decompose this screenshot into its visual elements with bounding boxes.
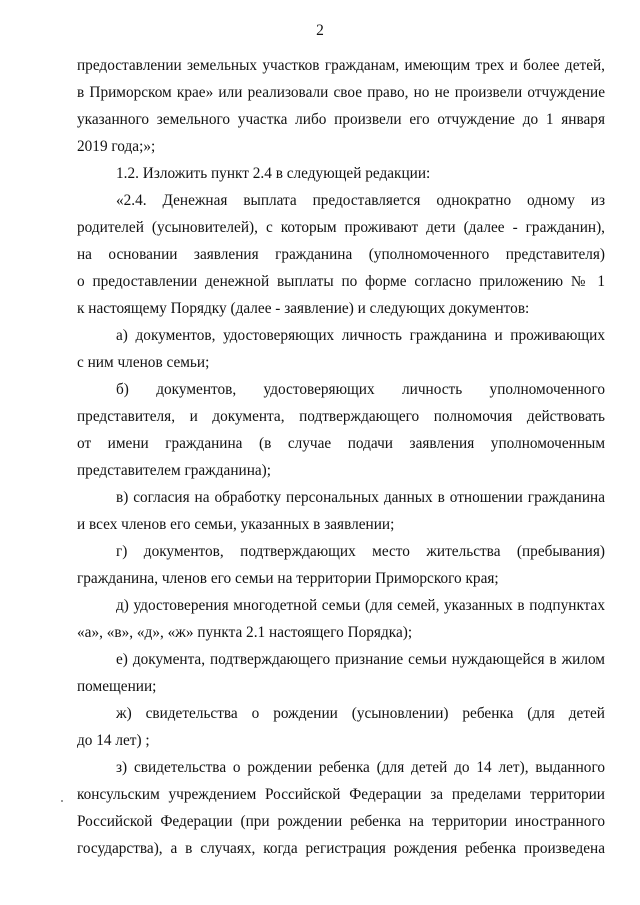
page-number: 2 bbox=[316, 22, 324, 39]
text-line: а) документов, удостоверяющих личность гражданина и проживающих bbox=[116, 327, 605, 344]
text-line: помещении; bbox=[77, 678, 157, 695]
scan-speck bbox=[61, 800, 63, 802]
text-line: «2.4. Денежная выплата предоставляется однократно одному из bbox=[116, 192, 605, 209]
text-line: от имени гражданина (в случае подачи заявления уполномоченным bbox=[77, 435, 605, 452]
text-line: государства), а в случаях, когда регистрация рождения ребенка произведена bbox=[77, 840, 605, 857]
text-line: представителем гражданина); bbox=[77, 462, 272, 479]
text-line: указанного земельного участка либо произвели его отчуждение до 1 января bbox=[77, 111, 605, 128]
text-line: ж) свидетельства о рождении (усыновлении) ребенка (для детей bbox=[116, 705, 605, 722]
text-line: с ним членов семьи; bbox=[77, 354, 210, 371]
text-line: в) согласия на обработку персональных данных в отношении гражданина bbox=[116, 489, 605, 506]
text-line: к настоящему Порядку (далее - заявление) и следующих документов: bbox=[77, 300, 530, 317]
text-line: в Приморском крае» или реализовали свое право, но не произвели отчуждение bbox=[77, 84, 605, 101]
text-line: гражданина, членов его семьи на территории Приморского края; bbox=[77, 570, 499, 587]
text-line: б) документов, удостоверяющих личность уполномоченного bbox=[116, 381, 605, 398]
text-line: Российской Федерации (при рождении ребенка на территории иностранного bbox=[77, 813, 605, 830]
text-line: г) документов, подтверждающих место жительства (пребывания) bbox=[116, 543, 605, 560]
document-body bbox=[77, 52, 605, 862]
text-line: консульским учреждением Российской Федерации за пределами территории bbox=[77, 786, 605, 803]
text-line: 1.2. Изложить пункт 2.4 в следующей редакции: bbox=[116, 165, 431, 182]
text-line: з) свидетельства о рождении ребенка (для детей до 14 лет), выданного bbox=[116, 759, 605, 776]
text-line: д) удостоверения многодетной семьи (для семей, указанных в подпунктах bbox=[116, 597, 605, 614]
text-line: е) документа, подтверждающего признание семьи нуждающейся в жилом bbox=[116, 651, 605, 668]
text-line: предоставлении земельных участков гражданам, имеющим трех и более детей, bbox=[77, 57, 605, 74]
text-line: 2019 года;»; bbox=[77, 138, 156, 155]
text-line: родителей (усыновителей), с которым проживают дети (далее - гражданин), bbox=[77, 219, 605, 236]
text-line: представителя, и документа, подтверждающего полномочия действовать bbox=[77, 408, 605, 425]
text-line: до 14 лет) ; bbox=[77, 732, 150, 749]
text-line: «а», «в», «д», «ж» пункта 2.1 настоящего Порядка); bbox=[77, 624, 413, 641]
text-line: и всех членов его семьи, указанных в заявлении; bbox=[77, 516, 395, 533]
text-line: на основании заявления гражданина (уполномоченного представителя) bbox=[77, 246, 605, 263]
text-line: о предоставлении денежной выплаты по форме согласно приложению № 1 bbox=[77, 273, 605, 290]
